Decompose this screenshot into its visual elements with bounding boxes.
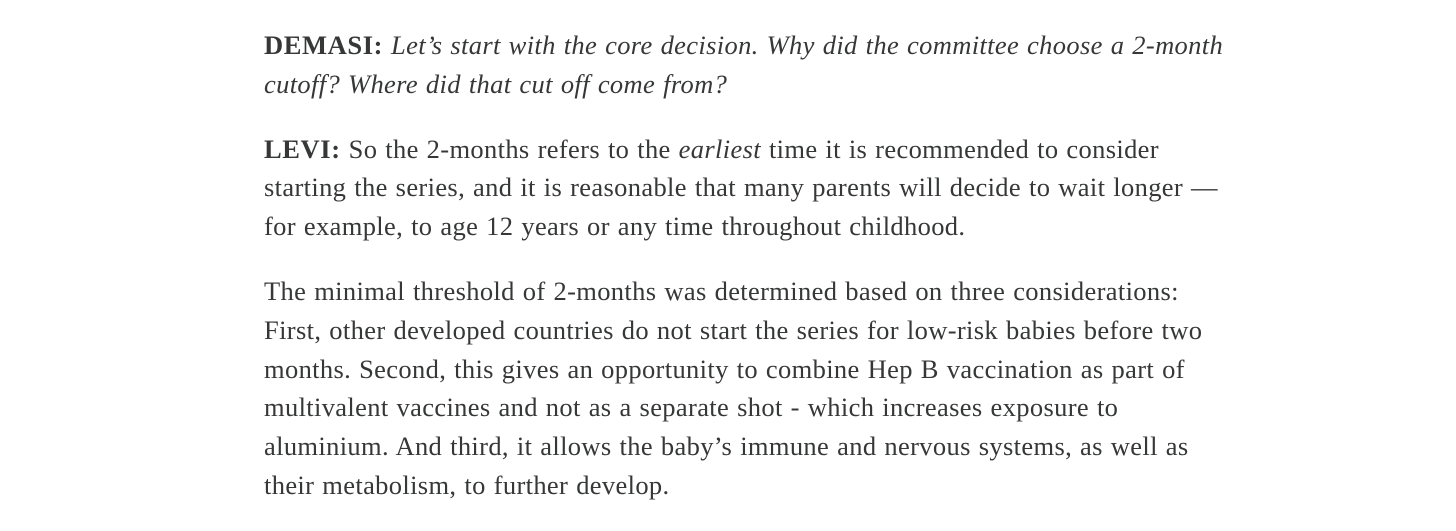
- respondent-name: LEVI:: [264, 133, 341, 164]
- answer-paragraph: [264, 130, 1224, 246]
- body-paragraph: The minimal threshold of 2-months was determined based on three considerations: First, other developed countries do not start the series for low-risk babies before two months. Second, this gives an opportunity to combine Hep B vaccination as part of multivalent vaccines and not as a separate shot - which increases exposure to aluminium. And third, it allows the baby’s immune and nervous systems, as well as their metabolism, to further develop.: [264, 275, 1203, 500]
- interviewer-name: DEMASI:: [264, 30, 384, 60]
- question-paragraph: [264, 26, 1224, 104]
- answer-text-start: So the 2-months refers to the: [348, 133, 671, 164]
- question-text: Let’s start with the core decision. Why did the committee choose a 2-month cutoff? Where did that cut off come from?: [264, 30, 1224, 99]
- answer-text-end: time it is recommended to consider starting the series, and it is reasonable that many parents will decide to wait longer — for example, to age 12 years or any time throughout childhood.: [264, 133, 1218, 242]
- answer-emphasis: earliest: [678, 133, 761, 164]
- article-body: [264, 26, 1224, 531]
